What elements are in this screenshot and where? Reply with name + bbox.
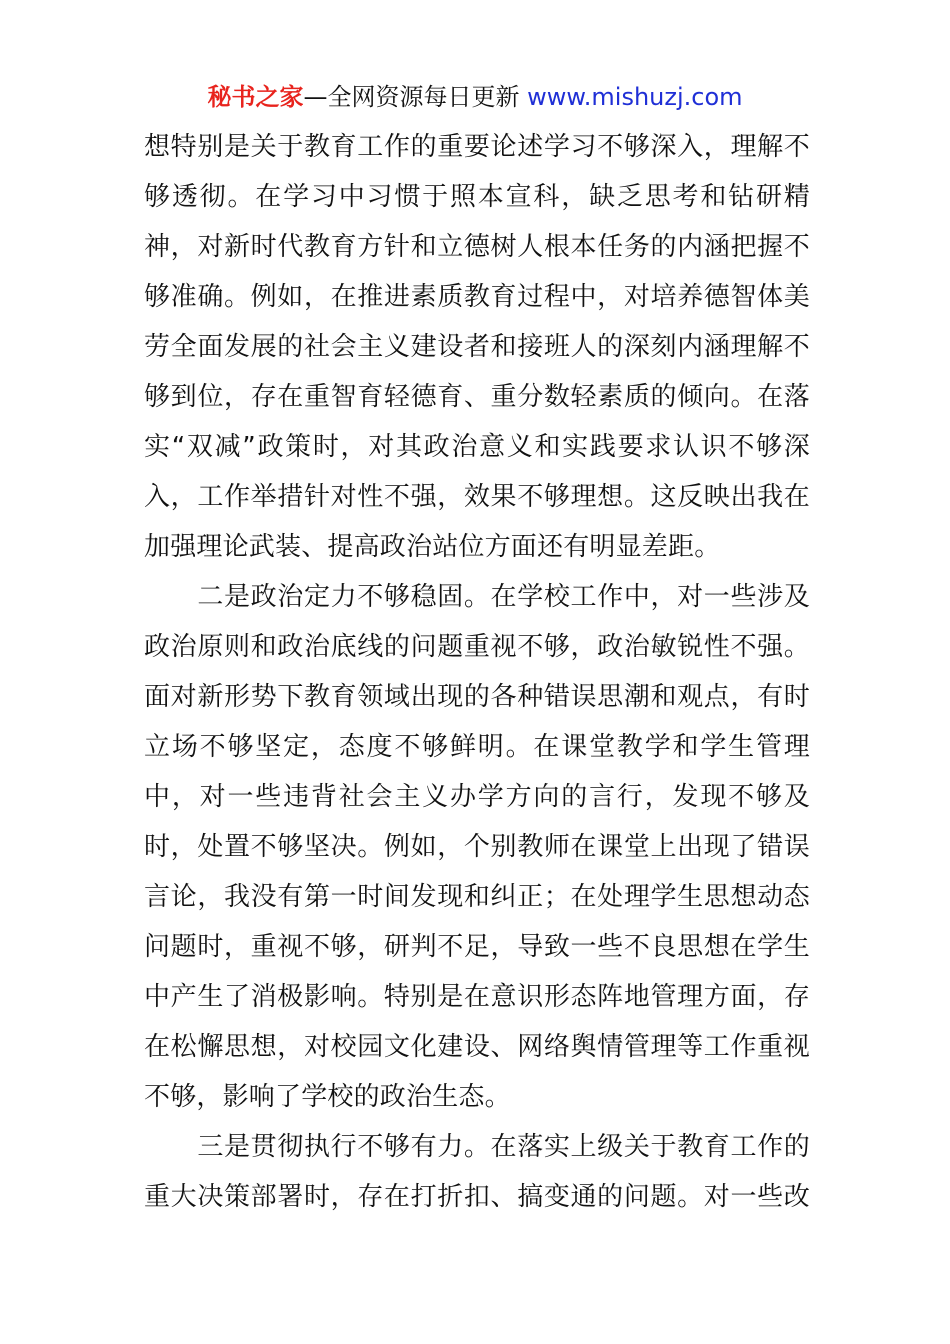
site-header (0, 80, 950, 114)
text-line: 在松懈思想，对校园文化建设、网络舆情管理等工作重视 (144, 1032, 810, 1062)
text-line: 神，对新时代教育方针和立德树人根本任务的内涵把握不 (144, 232, 810, 262)
text-line: 立场不够坚定，态度不够鲜明。在课堂教学和学生管理 (144, 732, 810, 762)
paragraph-start-line: 二是政治定力不够稳固。在学校工作中，对一些涉及 (144, 582, 810, 612)
text-line: 加强理论武装、提高政治站位方面还有明显差距。 (144, 532, 721, 562)
text-line: 够准确。例如，在推进素质教育过程中，对培养德智体美 (144, 282, 810, 312)
text-line: 实“双减”政策时，对其政治意义和实践要求认识不够深 (144, 432, 810, 462)
header-tagline: —全网资源每日更新 (303, 83, 528, 111)
text-line: 够到位，存在重智育轻德育、重分数轻素质的倾向。在落 (144, 382, 810, 412)
text-line: 不够，影响了学校的政治生态。 (144, 1082, 511, 1112)
text-line: 中，对一些违背社会主义办学方向的言行，发现不够及 (144, 782, 810, 812)
text-line: 面对新形势下教育领域出现的各种错误思潮和观点，有时 (144, 682, 810, 712)
text-line: 劳全面发展的社会主义建设者和接班人的深刻内涵理解不 (144, 332, 810, 362)
text-line: 够透彻。在学习中习惯于照本宣科，缺乏思考和钻研精 (144, 182, 810, 212)
text-line: 重大决策部署时，存在打折扣、搞变通的问题。对一些改 (144, 1182, 810, 1212)
text-line: 政治原则和政治底线的问题重视不够，政治敏锐性不强。 (144, 632, 810, 662)
paragraph-start-line: 三是贯彻执行不够有力。在落实上级关于教育工作的 (144, 1132, 810, 1162)
text-line: 时，处置不够坚决。例如，个别教师在课堂上出现了错误 (144, 832, 810, 862)
text-line: 中产生了消极影响。特别是在意识形态阵地管理方面，存 (144, 982, 810, 1012)
brand-name: 秘书之家 (207, 83, 304, 111)
text-line: 想特别是关于教育工作的重要论述学习不够深入，理解不 (144, 132, 810, 162)
text-line: 问题时，重视不够，研判不足，导致一些不良思想在学生 (144, 932, 810, 962)
document-body (144, 122, 810, 1222)
text-line: 言论，我没有第一时间发现和纠正；在处理学生思想动态 (144, 882, 810, 912)
text-line: 入，工作举措针对性不强，效果不够理想。这反映出我在 (144, 482, 810, 512)
site-url[interactable]: www.mishuzj.com (527, 83, 743, 111)
